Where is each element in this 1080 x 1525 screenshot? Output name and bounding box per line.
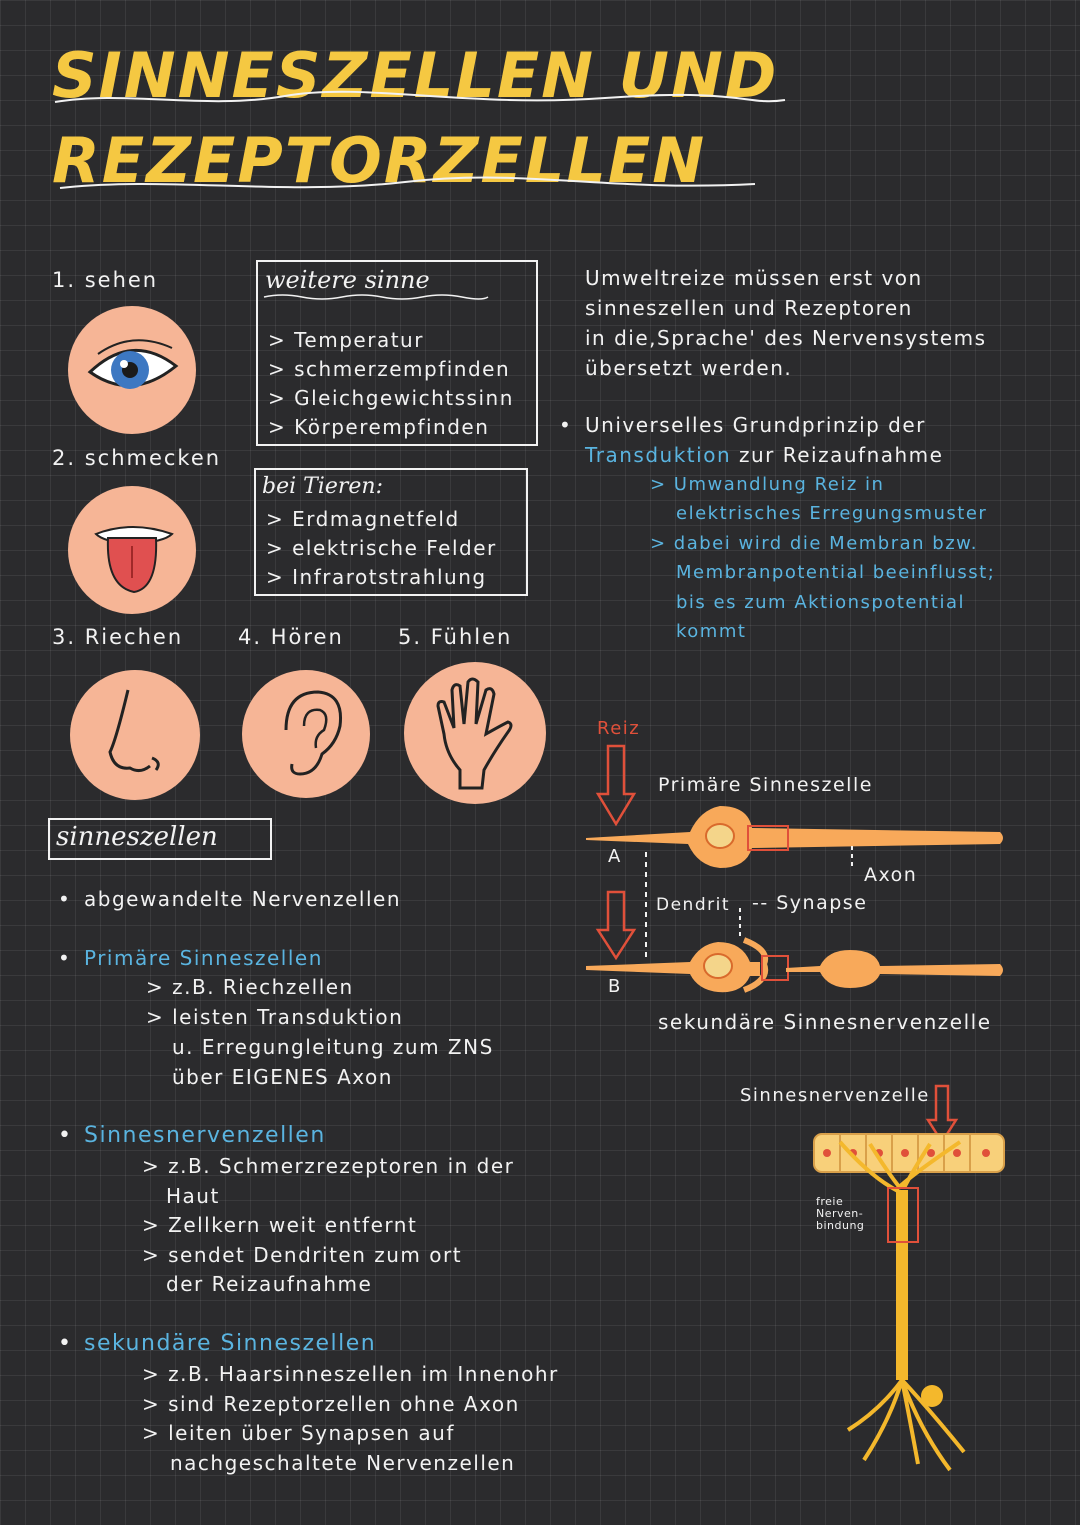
intro-line-1: Umweltreize müssen erst von — [585, 266, 923, 290]
eye-icon — [68, 306, 196, 434]
tiere-item-1: > Erdmagnetfeld — [266, 507, 460, 531]
primary-title: • Primäre Sinneszellen — [84, 943, 323, 973]
axon — [896, 1190, 908, 1380]
weitere-item-4: > Körperempfinden — [268, 415, 490, 439]
nerve-line-1: > z.B. Schmerzrezeptoren in der — [142, 1154, 515, 1178]
principle-rest: zur Reizaufnahme — [738, 443, 944, 467]
tiere-item-2: > elektrische Felder — [266, 536, 497, 560]
secondary-title: • sekundäre Sinneszellen — [84, 1329, 376, 1359]
secondary-cell-label: sekundäre Sinnesnervenzelle — [658, 1010, 992, 1034]
tongue-icon — [68, 486, 196, 614]
dendrit-label: Dendrit — [656, 895, 730, 915]
secondary-line-2: > sind Rezeptorzellen ohne Axon — [142, 1392, 520, 1416]
nerve-line-2: Haut — [166, 1184, 220, 1208]
sense-label-schmecken: 2. schmecken — [52, 446, 222, 470]
sense-label-sehen: 1. sehen — [52, 268, 159, 292]
intro-line-2: sinneszellen und Rezeptoren — [585, 296, 913, 320]
title-underline-scribble — [45, 80, 805, 210]
nerve-title: • Sinnesnervenzellen — [84, 1121, 326, 1151]
secondary-line-4: nachgeschaltete Nervenzellen — [170, 1451, 516, 1475]
principle-line-2 — [585, 440, 943, 470]
primary-line-1: > z.B. Riechzellen — [146, 975, 354, 999]
weitere-item-1: > Temperatur — [268, 328, 424, 352]
principle-line-1: • Universelles Grundprinzip der — [585, 410, 926, 440]
axon-label: Axon — [864, 864, 918, 886]
nose-icon — [70, 670, 200, 800]
transduktion-sub-6: kommt — [676, 621, 747, 642]
ear-icon — [242, 670, 370, 798]
primary-line-4: über EIGENES Axon — [172, 1065, 393, 1089]
stimulus-arrow-b — [598, 892, 634, 958]
weitere-sinne-heading: weitere sinne — [265, 266, 430, 294]
primary-line-2: > leisten Transduktion — [146, 1005, 404, 1029]
nerve-cell-label: Sinnesnervenzelle — [740, 1085, 930, 1106]
weitere-item-2: > schmerzempfinden — [268, 357, 511, 381]
transduktion-term: Transduktion — [585, 443, 732, 467]
nerve-line-4: > sendet Dendriten zum ort — [142, 1243, 463, 1267]
free-label-2: Nerven- — [816, 1207, 864, 1220]
page-title-line2: REZEPTORZELLEN — [52, 124, 707, 197]
transduktion-sub-1: > Umwandlung Reiz in — [650, 474, 885, 495]
tiere-item-3: > Infrarotstrahlung — [266, 565, 487, 589]
secondary-line-3: > leiten über Synapsen auf — [142, 1421, 455, 1445]
sense-label-fuehlen: 5. Fühlen — [398, 625, 513, 649]
reiz-label: Reiz — [597, 718, 641, 739]
free-label-3: bindung — [816, 1219, 865, 1232]
primary-cell-label: Primäre Sinneszelle — [658, 774, 873, 796]
secondary-line-1: > z.B. Haarsinneszellen im Innenohr — [142, 1362, 559, 1386]
transduktion-sub-5: bis es zum Aktionspotential — [676, 592, 965, 613]
stimulus-arrow-a — [598, 746, 634, 824]
sz-bullet-1: • abgewandelte Nervenzellen — [84, 884, 401, 914]
cell-diagram — [580, 740, 1020, 1000]
sense-label-hoeren: 4. Hören — [238, 625, 344, 649]
hand-icon — [404, 662, 546, 804]
nerve-line-5: der Reizaufnahme — [166, 1272, 373, 1296]
primary-cell-body — [586, 806, 1003, 868]
intro-line-4: übersetzt werden. — [585, 356, 793, 380]
synapse-label: -- Synapse — [752, 892, 868, 914]
label-b: B — [608, 976, 622, 997]
nerve-cell-diagram — [800, 1080, 1030, 1480]
transduktion-sub-2: elektrisches Erregungsmuster — [676, 503, 988, 524]
label-a: A — [608, 846, 622, 867]
free-label-1: freie — [816, 1195, 844, 1208]
sinneszellen-heading: sinneszellen — [56, 822, 218, 852]
nerve-cell-body — [786, 950, 1003, 988]
page-title-line1: SINNESZELLEN UND — [52, 39, 779, 112]
transduktion-sub-4: Membranpotential beeinflusst; — [676, 562, 996, 583]
intro-line-3: in die,Sprache' des Nervensystems — [585, 326, 987, 350]
transduktion-sub-3: > dabei wird die Membran bzw. — [650, 533, 978, 554]
primary-line-3: u. Erregungleitung zum ZNS — [172, 1035, 494, 1059]
nerve-line-3: > Zellkern weit entfernt — [142, 1213, 418, 1237]
sense-label-riechen: 3. Riechen — [52, 625, 184, 649]
squiggle-underline — [262, 292, 492, 302]
weitere-item-3: > Gleichgewichtssinn — [268, 386, 514, 410]
bei-tieren-heading: bei Tieren: — [262, 474, 383, 499]
